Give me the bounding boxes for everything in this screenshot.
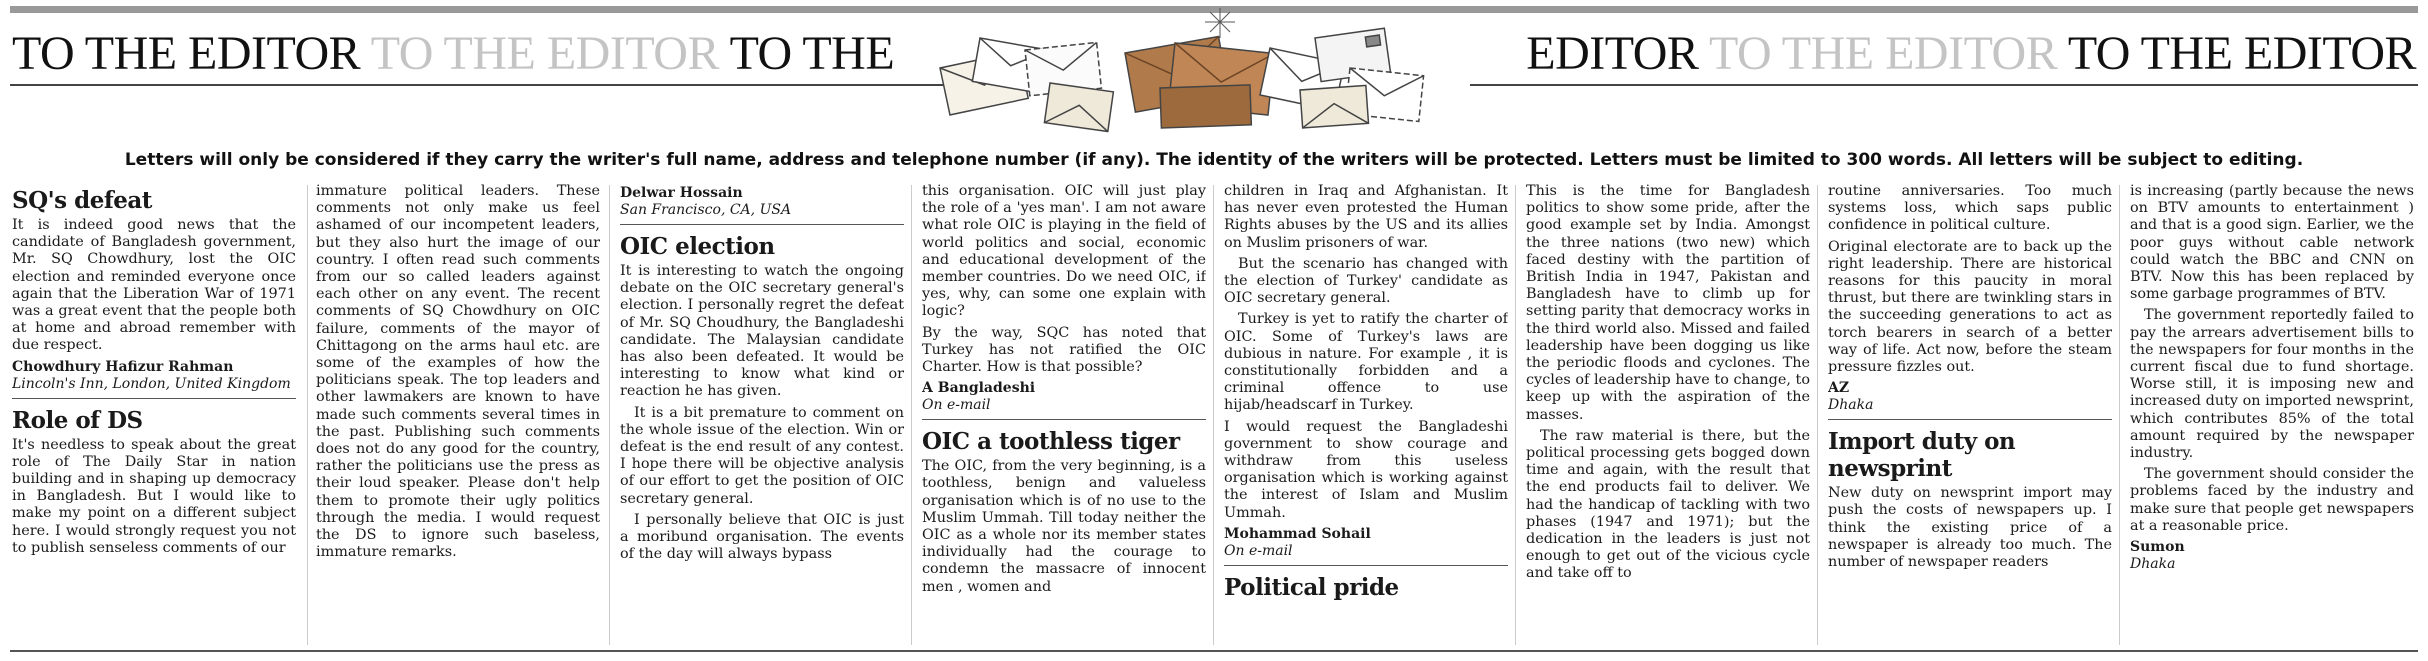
letter-body: New duty on newsprint import may push the costs of newspapers up. I think the existing price of a newspaper is already too much. The number of newspaper readers bbox=[1828, 485, 2112, 571]
column-1 bbox=[12, 183, 296, 653]
banner-text: EDITOR bbox=[1526, 27, 1699, 80]
column-divider bbox=[1515, 185, 1516, 645]
envelope-icon bbox=[1300, 85, 1368, 128]
column-8 bbox=[2130, 183, 2414, 653]
letter-location: Dhaka bbox=[1828, 397, 1874, 414]
letter-signature: AZ bbox=[1828, 380, 1850, 397]
letter-body: It's needless to speak about the great role of The Daily Star in nation building and in shaping up democracy in Bangladesh. But I would like to make my point on a different subject here. I would strongly request you not to publish senseless comments of our bbox=[12, 436, 296, 556]
letter-body: is increasing (partly because the news on BTV amounts to entertainment ) and that is a good sign. Earlier, we the poor guys without cable network could watch the BBC and CNN on BTV. Now this has been replaced by some garbage programmes of BTV. bbox=[2130, 183, 2414, 303]
envelopes-illustration bbox=[920, 8, 1440, 136]
letter-body: The raw material is there, but the political processing gets bogged down time and again, with the result that the end products fail to deliver. We had the handicap of tackling with two phases (1947 and 1971); but the dedication in the leaders is just not enough to get out of the vicious cycle and take off to bbox=[1526, 427, 1810, 582]
letter-body: Original electorate are to back up the right leadership. There are historical reasons for this paucity in moral thrust, but there are twinkling stars in the succeeding generations to act as torch bearers in search of a better way of life. Act now, before the steam pressure fizzles out. bbox=[1828, 238, 2112, 376]
column-4 bbox=[922, 183, 1206, 653]
letter-body: But the scenario has changed with the election of Turkey' candidate as OIC secretary general. bbox=[1224, 255, 1508, 307]
letter-body: It is interesting to watch the ongoing debate on the OIC secretary general's election. I personally regret the defeat of Mr. SQ Choudhury, the Bangladeshi candidate. The Malaysian candidate has also been defeated. It would be interesting to know what kind or reaction he has given. bbox=[620, 263, 904, 400]
letter-location: Dhaka bbox=[2130, 556, 2176, 573]
letter-location: San Francisco, CA, USA bbox=[620, 202, 792, 218]
column-divider bbox=[2119, 185, 2120, 645]
banner-text: TO THE EDITOR bbox=[12, 27, 361, 80]
starburst-icon bbox=[1205, 8, 1235, 38]
letter-body: Turkey is yet to ratify the charter of OIC. Some of Turkey's laws are dubious in nature. For example , it is constitutionally forbidden and a criminal offence to use hijab/headscarf in Turkey. bbox=[1224, 311, 1508, 414]
letter-headline: OIC election bbox=[620, 233, 775, 260]
column-7 bbox=[1828, 183, 2112, 653]
letter-body: By the way, SQC has noted that Turkey has not ratified the OIC Charter. How is that possible? bbox=[922, 324, 1206, 376]
banner-text: TO THE EDITOR bbox=[1709, 27, 2058, 80]
letter-body: This is the time for Bangladesh politics to show some pride, after the good example set by India. Amongst the three nations (two new) which faced destiny with the partition of British India in 1947, Pakistan and Bangladesh have to climb up for setting parity that democracy works in the third world also. Missed and failed leadership have been dogging us like the periodic floods and cyclones. The cycles of leadership have to change, to keep up with the aspiration of the masses. bbox=[1526, 183, 1810, 423]
column-2 bbox=[316, 183, 600, 653]
banner-right bbox=[1526, 26, 2416, 82]
letter-divider bbox=[12, 398, 296, 399]
letter-body: The government should consider the problems faced by the industry and make sure that people get newspapers at a reasonable price. bbox=[2130, 466, 2414, 534]
banner-text: TO THE bbox=[729, 27, 895, 80]
letter-body: It is a bit premature to comment on the whole issue of the election. Win or defeat is the end result of any contest. I hope there will be objective analysis of our effort to get the position of OIC secretary general. bbox=[620, 404, 904, 507]
letter-headline: Role of DS bbox=[12, 406, 143, 434]
letter-body: I personally believe that OIC is just a moribund organisation. The events of the day will always bypass bbox=[620, 511, 904, 563]
submission-notice: Letters will only be considered if they carry the writer's full name, address and telephone number (if any). The identity of the writers will be protected. Letters must be limited to 300 words. All letters will be subject to editing. bbox=[124, 150, 2304, 170]
letter-body: this organisation. OIC will just play the role of a 'yes man'. I am not aware what role OIC is playing in the field of world politics and social, economic and educational development of the member countries. Do we need OIC, if yes, why, can some one explain with logic? bbox=[922, 183, 1206, 320]
letter-divider bbox=[620, 224, 904, 225]
bottom-rule bbox=[10, 650, 2418, 652]
banner-text: TO THE EDITOR bbox=[370, 27, 719, 80]
banner-rule-left bbox=[10, 84, 950, 86]
banner-left bbox=[12, 26, 894, 82]
letter-location: Lincoln's Inn, London, United Kingdom bbox=[12, 375, 291, 392]
letter-body: immature political leaders. These comments not only make us feel ashamed of our incompetent leaders, but they also hurt the image of our country. I often read such comments from our so called leaders against each other on any event. The recent comments of SQ Chowdhury on OIC failure, comments of the mayor of Chittagong on the arms haul etc. are some of the examples of how the politicians speak. The top leaders and other lawmakers are known to have made such comments several times in the past. Publishing such comments does not do any good for the country, rather the politicians use the press as their loud speaker. Please don't help them to promote their ugly politics through the media. I would request the DS to ignore such baseless, immature remarks. bbox=[316, 183, 600, 561]
letter-headline: OIC a toothless tiger bbox=[922, 428, 1180, 456]
envelope-icon bbox=[1044, 83, 1113, 132]
letter-divider bbox=[1828, 419, 2112, 420]
letter-body: It is indeed good news that the candidate of Bangladesh government, Mr. SQ Chowdhury, lost the OIC election and reminded everyone once again that the Liberation War of 1971 was a great event that the people both at home and abroad remember with due respect. bbox=[12, 217, 296, 354]
banner-text: TO THE EDITOR bbox=[2067, 27, 2416, 80]
column-divider bbox=[911, 185, 912, 645]
column-divider bbox=[1213, 185, 1214, 645]
letter-signature: Chowdhury Hafizur Rahman bbox=[12, 358, 234, 375]
letter-headline: Import duty on newsprint bbox=[1828, 428, 2016, 483]
letter-headline: SQ's defeat bbox=[12, 187, 152, 214]
banner-rule-right bbox=[1470, 84, 2418, 86]
column-divider bbox=[609, 185, 610, 645]
letter-body: children in Iraq and Afghanistan. It has never even protested the Human Rights abuses by the US and its allies on Muslim prisoners of war. bbox=[1224, 183, 1508, 251]
column-divider bbox=[1817, 185, 1818, 645]
column-divider bbox=[307, 185, 308, 645]
letter-signature: Mohammad Sohail bbox=[1224, 525, 1371, 542]
letter-divider bbox=[922, 419, 1206, 420]
letter-location: On e-mail bbox=[922, 397, 991, 414]
column-6 bbox=[1526, 183, 1810, 653]
letter-signature: Sumon bbox=[2130, 539, 2185, 556]
letter-body: The government reportedly failed to pay the arrears advertisement bills to the newspapers for four months in the current fiscal due to fund shortage. Worse still, it is imposing new and increased duty on imported newsprint, which contributes 85% of the total amount required by the newspaper industry. bbox=[2130, 307, 2414, 462]
letter-divider bbox=[1224, 565, 1508, 566]
letter-location: On e-mail bbox=[1224, 542, 1293, 559]
letter-body: I would request the Bangladeshi government to show courage and withdraw from this useless organisation which is working against the interest of Islam and Muslim Ummah. bbox=[1224, 418, 1508, 521]
parcel-icon bbox=[1160, 85, 1251, 128]
letter-headline: Political pride bbox=[1224, 573, 1399, 601]
column-3 bbox=[620, 183, 904, 653]
letter-signature: A Bangladeshi bbox=[922, 380, 1036, 397]
column-5 bbox=[1224, 183, 1508, 653]
letter-body: The OIC, from the very beginning, is a toothless, benign and valueless organisation which is of no use to the Muslim Ummah. Till today neither the OIC as a whole nor its member states individually had the courage to condemn the massacre of innocent men , women and bbox=[922, 458, 1206, 595]
letter-signature: Delwar Hossain bbox=[620, 185, 743, 201]
letter-body: routine anniversaries. Too much systems loss, which saps public confidence in political culture. bbox=[1828, 183, 2112, 234]
